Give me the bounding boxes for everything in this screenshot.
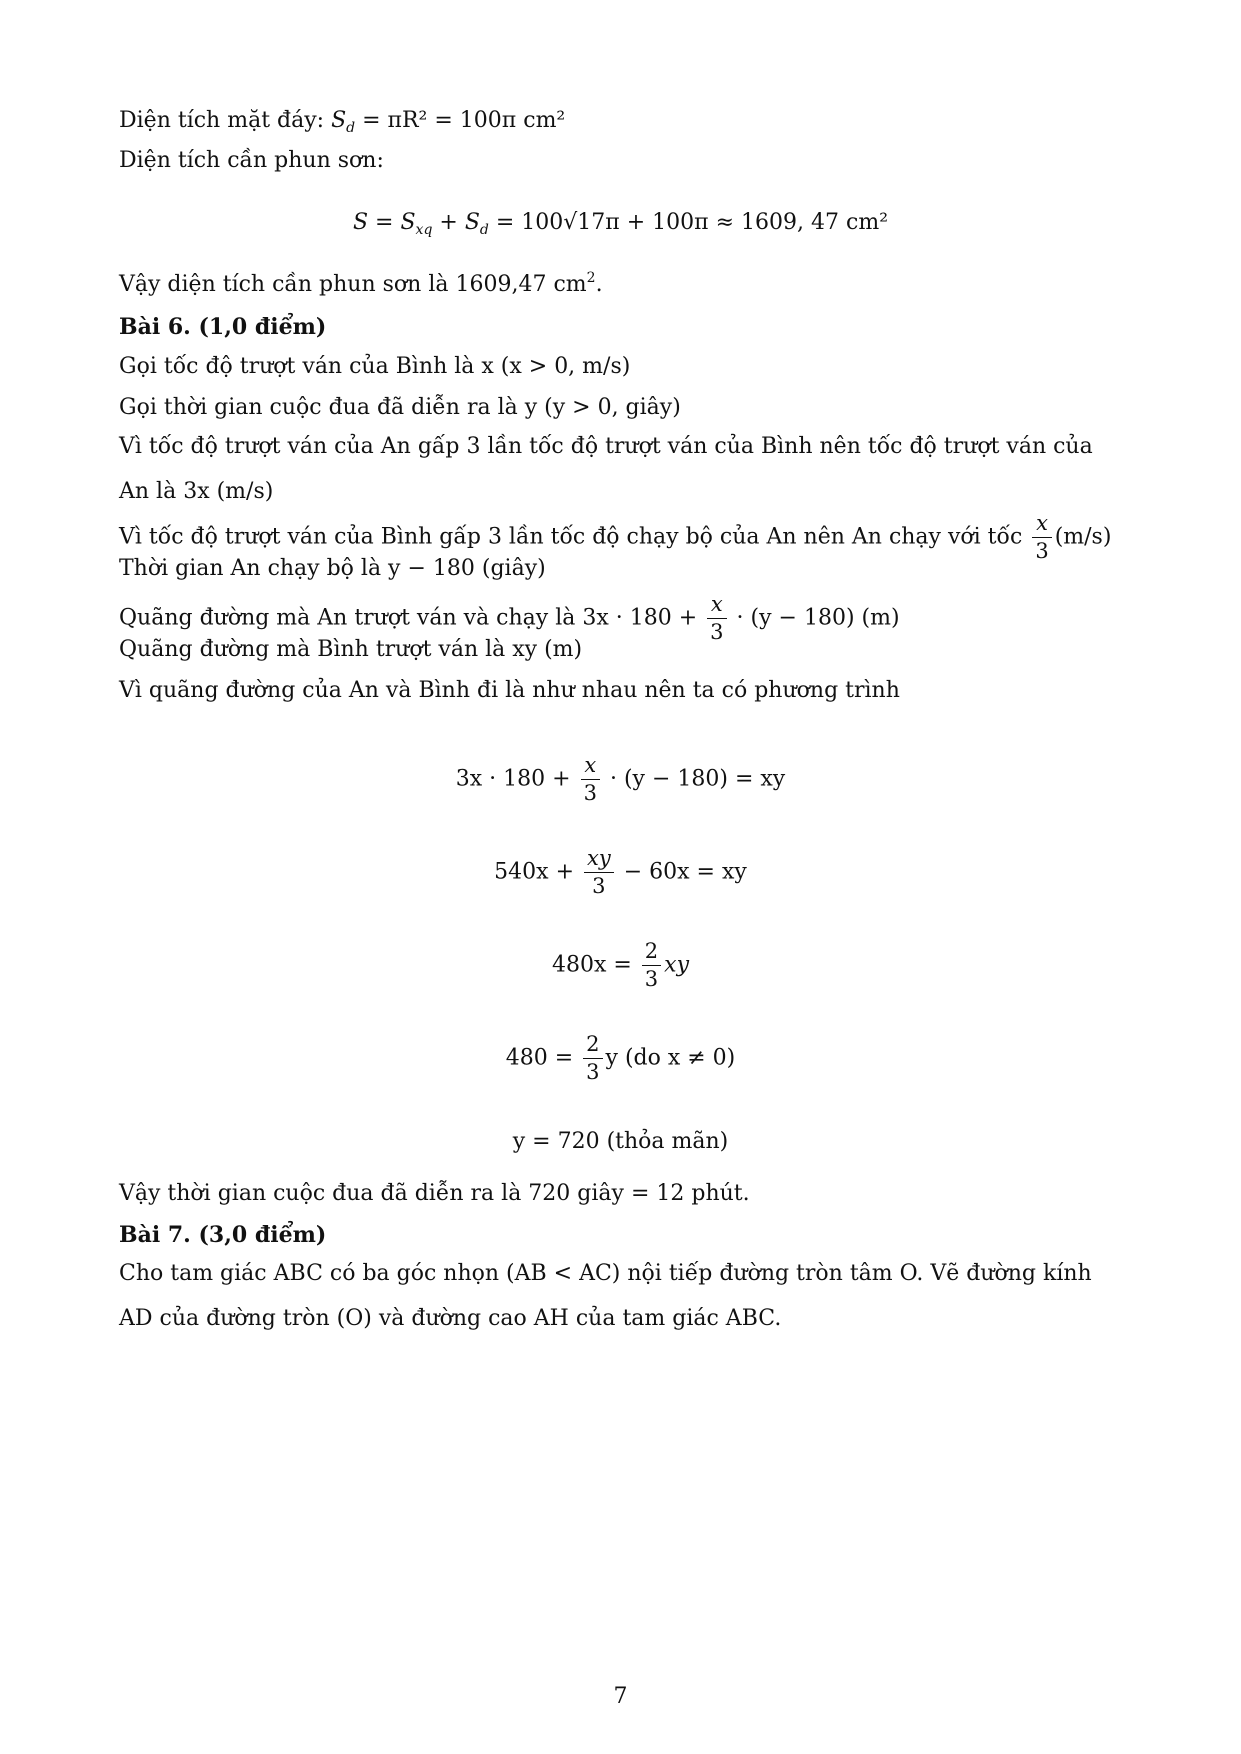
an-run-speed-text: Vì tốc độ trượt ván của Bình gấp 3 lần tốc độ chạy bộ của An nên An chạy với tốc [119, 524, 1023, 550]
fraction-x-over-3: $\frac{x}{3}$ [707, 594, 726, 643]
eq3-left: 480x = [551, 952, 632, 978]
equation-intro-line: Vì quãng đường của An và Bình đi là như nhau nên ta có phương trình [119, 678, 900, 703]
paint-area-conclusion: Vậy diện tích cần phun sơn là 1609,47 $cm^2$. [119, 270, 603, 297]
fraction-x-over-3: $\frac{x}{3}$ [1032, 513, 1051, 562]
equation-step-3 [0, 941, 1241, 990]
unit-text: (m/s) [1054, 524, 1112, 550]
problem-7-heading: Bài 7. (3,0 điểm) [119, 1222, 327, 1248]
eq1-right: · (y − 180) = xy [609, 766, 786, 792]
race-time-conclusion: Vậy thời gian cuộc đua đã diễn ra là 720 giây = 12 phút. [119, 1181, 750, 1206]
equation-step-5: y = 720 (thỏa mãn) [512, 1129, 729, 1154]
base-area-formula: = πR² = 100π cm² [362, 108, 566, 133]
binh-distance-line: Quãng đường mà Bình trượt ván là xy (m) [119, 637, 583, 662]
an-speed-paragraph: Vì tốc độ trượt ván của An gấp 3 lần tốc độ trượt ván của Bình nên tốc độ trượt ván của An là 3x (m/s) [119, 434, 1093, 504]
equation-step-2 [0, 848, 1241, 897]
paint-area-value: = 100√17π + 100π ≈ 1609, 47 cm² [495, 210, 889, 235]
eq1-left: 3x · 180 + [455, 766, 571, 792]
fraction-x-over-3: $\frac{x}{3}$ [581, 755, 600, 804]
fraction-xy-over-3: $\frac{xy}{3}$ [584, 848, 614, 897]
eq4-left: 480 = [505, 1045, 574, 1071]
an-distance-tail: · (y − 180) (m) [736, 605, 900, 631]
an-run-time-line: Thời gian An chạy bộ là y − 180 (giây) [119, 556, 546, 581]
eq2-left: 540x + [494, 859, 574, 885]
time-variable-line: Gọi thời gian cuộc đua đã diễn ra là y (y > 0, giây) [119, 395, 681, 420]
fraction-2-over-3: $\frac{2}{3}$ [642, 941, 661, 990]
eq2-right: − 60x = xy [623, 859, 747, 885]
conclusion-text: Vậy diện tích cần phun sơn là 1609,47 cm [119, 272, 587, 297]
equation-step-4 [0, 1034, 1241, 1083]
problem-7-statement: Cho tam giác ABC có ba góc nhọn (AB < AC) nội tiếp đường tròn tâm O. Vẽ đường kính AD của đường tròn (O) và đường cao AH của tam giác ABC. [119, 1261, 1092, 1331]
page-number: 7 [613, 1684, 628, 1709]
eq3-right: xy [664, 952, 690, 978]
paint-area-equation: $S = S_{xq} + S_d = 100√17\pi + 100\pi \approx 1609$, 47 cm² [352, 210, 889, 238]
paint-area-intro: Diện tích cần phun sơn: [119, 148, 384, 173]
base-area-label: Diện tích mặt đáy: [119, 108, 332, 133]
an-distance-text: Quãng đường mà An trượt ván và chạy là 3x · 180 + [119, 605, 698, 631]
equation-step-1 [0, 755, 1241, 804]
eq4-right: y (do x ≠ 0) [605, 1045, 736, 1071]
fraction-2-over-3: $\frac{2}{3}$ [583, 1034, 602, 1083]
problem-6-heading: Bài 6. (1,0 điểm) [119, 314, 327, 340]
speed-variable-line: Gọi tốc độ trượt ván của Bình là x (x > 0, m/s) [119, 354, 631, 379]
base-area-line: Diện tích mặt đáy: $S_d = \pi R^2 = 100\pi$ cm² [119, 108, 566, 136]
